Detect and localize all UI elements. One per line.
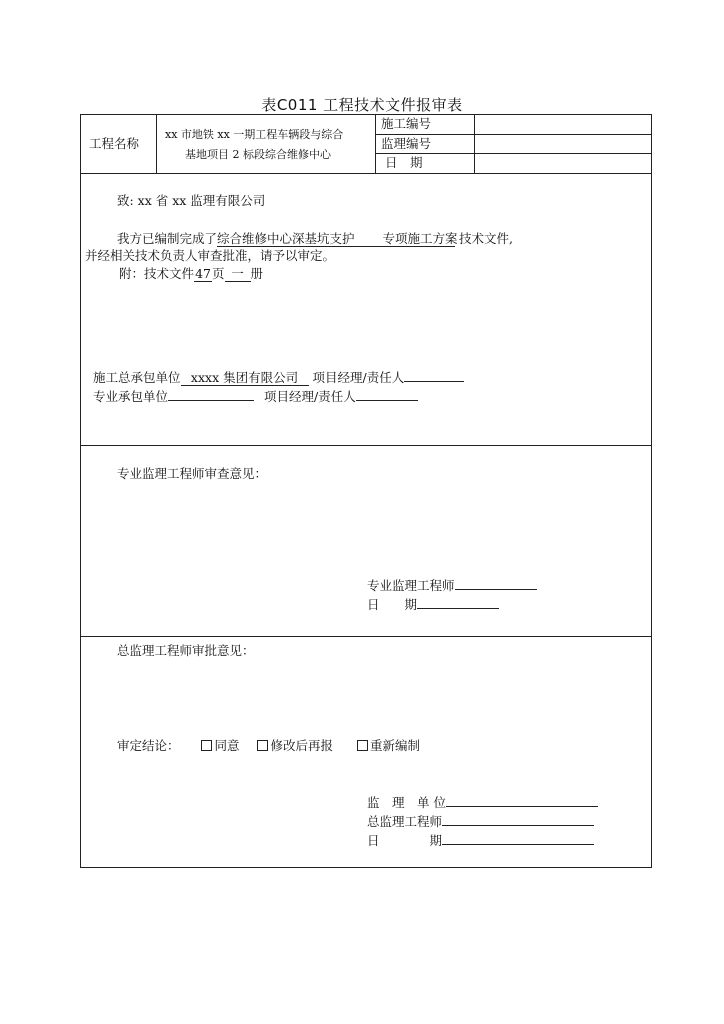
project-name-line2: 基地项目 2 标段综合维修中心 bbox=[185, 148, 331, 161]
project-name-label: 工程名称 bbox=[89, 136, 140, 151]
chief-date-label: 日 期 bbox=[367, 833, 443, 848]
conclusion-line bbox=[117, 738, 420, 754]
attachment-mid: 页 bbox=[212, 266, 225, 281]
attachment-pages: 47 bbox=[195, 266, 211, 281]
option-revise-label: 修改后再报 bbox=[270, 738, 333, 753]
grid-line bbox=[375, 134, 651, 135]
project-manager-field[interactable] bbox=[404, 381, 464, 382]
engineer-label: 专业监理工程师 bbox=[367, 578, 455, 593]
attachment-suffix: 册 bbox=[250, 266, 264, 281]
engineer-review-heading: 专业监理工程师审查意见： bbox=[117, 466, 268, 481]
chief-review-heading: 总监理工程师审批意见： bbox=[117, 643, 255, 658]
attachment-line bbox=[119, 266, 263, 282]
subcontractor-line bbox=[93, 389, 418, 405]
chief-date-line bbox=[367, 833, 594, 849]
chief-date-field[interactable] bbox=[442, 844, 594, 845]
chief-engineer-label: 总监理工程师 bbox=[367, 814, 443, 829]
general-contractor-label: 施工总承包单位 bbox=[93, 370, 181, 385]
option-agree-label: 同意 bbox=[214, 738, 240, 753]
grid-line bbox=[81, 173, 651, 174]
attachment-copies: 一 bbox=[225, 267, 251, 282]
submission-statement bbox=[117, 231, 513, 247]
supervision-unit-field[interactable] bbox=[446, 806, 598, 807]
engineer-date-field[interactable] bbox=[417, 608, 499, 609]
grid-line bbox=[375, 115, 376, 173]
form-table bbox=[80, 114, 652, 868]
engineer-date-line bbox=[367, 597, 499, 613]
subcontractor-manager-label: 项目经理/责任人 bbox=[264, 389, 356, 404]
statement-line2: 并经相关技术负责人审查批准，请予以审定。 bbox=[85, 248, 336, 263]
checkbox-icon[interactable] bbox=[201, 740, 212, 751]
supervision-unit-label: 监 理 单 位 bbox=[367, 795, 446, 810]
engineer-signature-field[interactable] bbox=[455, 589, 537, 590]
statement-prefix: 我方已编制完成了 bbox=[117, 231, 218, 246]
attachment-prefix: 附：技术文件 bbox=[119, 266, 195, 281]
construction-no-label: 施工编号 bbox=[381, 116, 432, 131]
document-type: 专项施工方案 bbox=[382, 231, 458, 246]
project-manager-label: 项目经理/责任人 bbox=[312, 370, 405, 385]
general-contractor-field[interactable]: xxxx 集团有限公司 bbox=[181, 371, 309, 386]
supervision-unit-line bbox=[367, 795, 598, 811]
section-divider bbox=[81, 636, 651, 637]
page-title: 表C011 工程技术文件报审表 bbox=[261, 96, 463, 114]
subcontractor-field[interactable] bbox=[168, 400, 254, 401]
chief-engineer-line bbox=[367, 814, 594, 830]
option-redo[interactable] bbox=[357, 738, 420, 753]
subcontractor-manager-field[interactable] bbox=[356, 400, 418, 401]
document-name: 综合维修中心深基坑支护 bbox=[217, 231, 355, 246]
checkbox-icon[interactable] bbox=[357, 740, 368, 751]
grid-line bbox=[156, 115, 157, 173]
section-divider bbox=[81, 445, 651, 446]
option-redo-label: 重新编制 bbox=[369, 738, 420, 753]
option-agree[interactable] bbox=[201, 738, 239, 753]
supervision-no-label: 监理编号 bbox=[381, 136, 432, 151]
conclusion-label: 审定结论： bbox=[117, 738, 180, 753]
document-name-field bbox=[217, 231, 458, 247]
subcontractor-label: 专业承包单位 bbox=[93, 389, 169, 404]
engineer-signature-line bbox=[367, 578, 537, 594]
addressee: 致: xx 省 xx 监理有限公司 bbox=[117, 193, 266, 208]
statement-suffix: 技术文件, bbox=[459, 231, 513, 246]
general-contractor-line bbox=[93, 370, 464, 386]
engineer-date-label: 日 期 bbox=[367, 597, 418, 612]
grid-line bbox=[375, 153, 651, 154]
chief-engineer-field[interactable] bbox=[442, 825, 594, 826]
project-name-line1: xx 市地铁 xx 一期工程车辆段与综合 bbox=[165, 128, 344, 141]
checkbox-icon[interactable] bbox=[257, 740, 268, 751]
date-label: 日 期 bbox=[385, 155, 423, 170]
option-revise[interactable] bbox=[257, 738, 333, 753]
grid-line bbox=[474, 115, 475, 173]
